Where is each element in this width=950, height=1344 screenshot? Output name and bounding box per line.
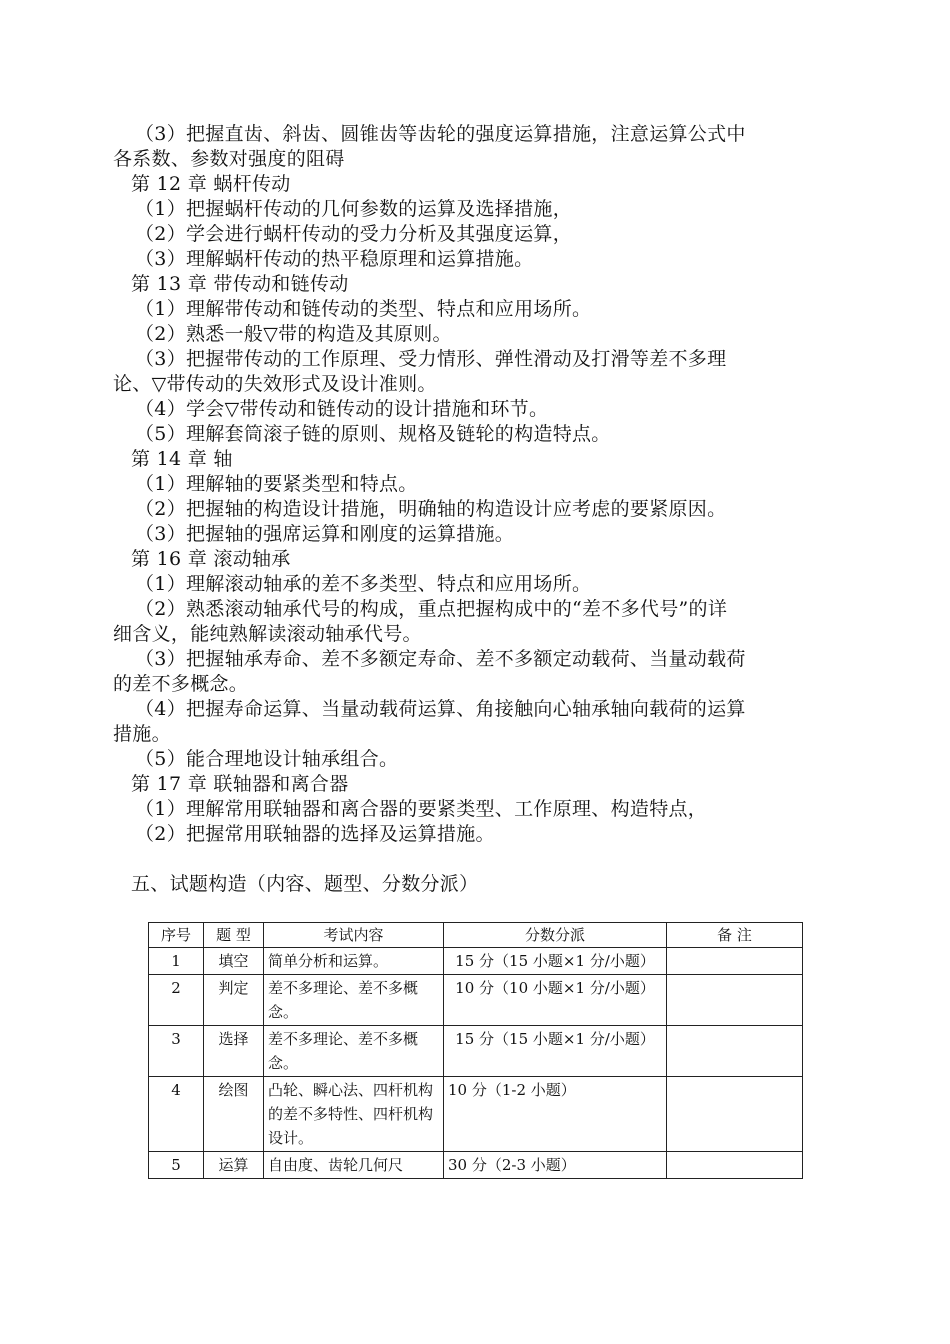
row-note (667, 948, 803, 975)
exam-content: 凸轮、瞬心法、四杆机构的差不多特性、四杆机构设计。 (264, 1077, 444, 1152)
section-heading: 第 17 章 联轴器和离合器 (131, 773, 349, 795)
question-type: 绘图 (204, 1077, 264, 1152)
table-row (149, 1077, 803, 1152)
section-heading: 第 14 章 轴 (131, 448, 233, 470)
text-line: 细含义，能纯熟解读滚动轴承代号。 (113, 623, 422, 645)
text-line: （1）理解轴的要紧类型和特点。 (135, 473, 418, 495)
body-text (113, 122, 838, 897)
text-line: （1）理解带传动和链传动的类型、特点和应用场所。 (135, 298, 592, 320)
row-number: 3 (149, 1026, 204, 1077)
row-number: 4 (149, 1077, 204, 1152)
row-note (667, 1077, 803, 1152)
header-note: 备 注 (667, 923, 803, 948)
section-heading: 五、试题构造（内容、题型、分数分派） (131, 873, 479, 895)
blank-line (113, 847, 838, 872)
row-number: 5 (149, 1152, 204, 1179)
question-type: 填空 (204, 948, 264, 975)
header-number: 序号 (149, 923, 204, 948)
text-line: （1）理解滚动轴承的差不多类型、特点和应用场所。 (135, 573, 592, 595)
text-line: （4）学会▽带传动和链传动的设计措施和环节。 (135, 398, 549, 420)
text-line: （1）理解常用联轴器和离合器的要紧类型、工作原理、构造特点， (135, 798, 708, 820)
text-line: （2）把握常用联轴器的选择及运算措施。 (135, 823, 495, 845)
text-line: 各系数、参数对强度的阻碍 (113, 148, 345, 170)
text-line: （3）把握带传动的工作原理、受力情形、弹性滑动及打滑等差不多理 (135, 348, 727, 370)
text-line: （2）熟悉滚动轴承代号的构成，重点把握构成中的“差不多代号”的详 (135, 598, 728, 620)
score-allocation: 15 分（15 小题×1 分/小题） (444, 948, 667, 975)
exam-content: 差不多理论、差不多概念。 (264, 1026, 444, 1077)
text-line: （3）把握轴的强席运算和刚度的运算措施。 (135, 523, 515, 545)
exam-content: 差不多理论、差不多概念。 (264, 975, 444, 1026)
score-allocation: 10 分（1-2 小题） (444, 1077, 667, 1152)
header-type: 题 型 (204, 923, 264, 948)
exam-structure-table (148, 922, 803, 1179)
text-line: 措施。 (113, 723, 171, 745)
section-heading: 第 12 章 蜗杆传动 (131, 173, 291, 195)
row-note (667, 1026, 803, 1077)
text-line: （5）能合理地设计轴承组合。 (135, 748, 399, 770)
row-note (667, 975, 803, 1026)
row-number: 1 (149, 948, 204, 975)
text-line: 论、▽带传动的失效形式及设计准则。 (113, 373, 437, 395)
section-heading: 第 13 章 带传动和链传动 (131, 273, 349, 295)
header-content: 考试内容 (264, 923, 444, 948)
text-line: （2）熟悉一般▽带的构造及其原则。 (135, 323, 452, 345)
row-note (667, 1152, 803, 1179)
question-type: 运算 (204, 1152, 264, 1179)
table-row (149, 1152, 803, 1179)
score-allocation: 30 分（2-3 小题） (444, 1152, 667, 1179)
exam-content: 自由度、齿轮几何尺 (264, 1152, 444, 1179)
table-row (149, 1026, 803, 1077)
text-line: （3）把握直齿、斜齿、圆锥齿等齿轮的强度运算措施，注意运算公式中 (135, 123, 746, 145)
text-line: 的差不多概念。 (113, 673, 249, 695)
text-line: （5）理解套筒滚子链的原则、规格及链轮的构造特点。 (135, 423, 611, 445)
table-row (149, 975, 803, 1026)
exam-content: 简单分析和运算。 (264, 948, 444, 975)
question-type: 选择 (204, 1026, 264, 1077)
header-score: 分数分派 (444, 923, 667, 948)
text-line: （1）把握蜗杆传动的几何参数的运算及选择措施， (135, 198, 572, 220)
score-allocation: 10 分（10 小题×1 分/小题） (444, 975, 667, 1026)
text-line: （4）把握寿命运算、当量动载荷运算、角接触向心轴承轴向载荷的运算 (135, 698, 746, 720)
question-type: 判定 (204, 975, 264, 1026)
score-allocation: 15 分（15 小题×1 分/小题） (444, 1026, 667, 1077)
text-line: （3）理解蜗杆传动的热平稳原理和运算措施。 (135, 248, 534, 270)
section-heading: 第 16 章 滚动轴承 (131, 548, 291, 570)
row-number: 2 (149, 975, 204, 1026)
text-line: （2）学会进行蜗杆传动的受力分析及其强度运算， (135, 223, 572, 245)
table-row (149, 948, 803, 975)
text-line: （3）把握轴承寿命、差不多额定寿命、差不多额定动载荷、当量动载荷 (135, 648, 746, 670)
text-line: （2）把握轴的构造设计措施，明确轴的构造设计应考虑的要紧原因。 (135, 498, 727, 520)
table-header-row (149, 923, 803, 948)
